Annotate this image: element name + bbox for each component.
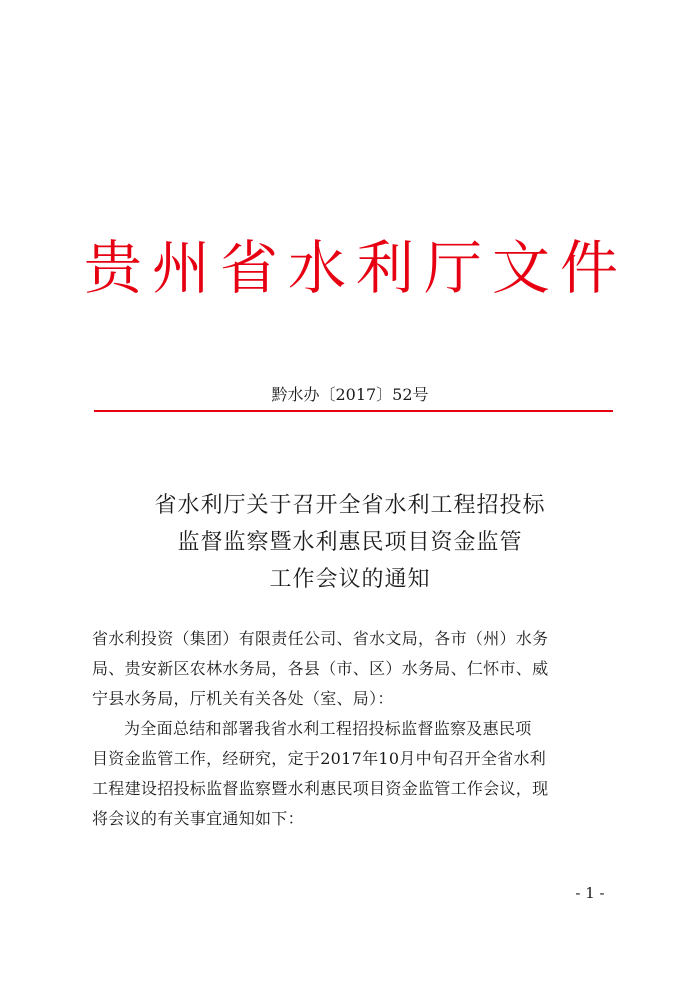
addressee-line: 宁县水务局，厅机关有关各处（室、局）：: [92, 689, 394, 708]
body-paragraph-line: 将会议的有关事宜通知如下：: [92, 809, 304, 828]
page-number: - 1 -: [575, 884, 605, 902]
notice-title-line: 工作会议的通知: [269, 567, 431, 592]
body-paragraph-line: 为全面总结和部署我省水利工程招投标监督监察及惠民项: [124, 719, 532, 738]
red-separator-line: [94, 410, 613, 412]
notice-title-line: 省水利厅关于召开全省水利工程招投标: [154, 493, 546, 518]
body-paragraph-line: 目资金监管工作，经研究，定于2017年10月中旬召开全省水利: [92, 749, 547, 768]
document-number: 黔水办〔2017〕52号: [271, 385, 429, 404]
addressee-line: 省水利投资（集团）有限责任公司、省水文局，各市（州）水务: [92, 629, 549, 648]
addressee-line: 局、贵安新区农林水务局，各县（市、区）水务局、仁怀市、威: [92, 659, 549, 678]
notice-title-line: 监督监察暨水利惠民项目资金监管: [177, 530, 523, 555]
body-paragraph-line: 工程建设招投标监督监察暨水利惠民项目资金监管工作会议，现: [92, 779, 549, 798]
document-header-title: 贵州省水利厅文件: [83, 234, 628, 302]
notice-body: [92, 624, 614, 834]
notice-title: [0, 487, 700, 598]
